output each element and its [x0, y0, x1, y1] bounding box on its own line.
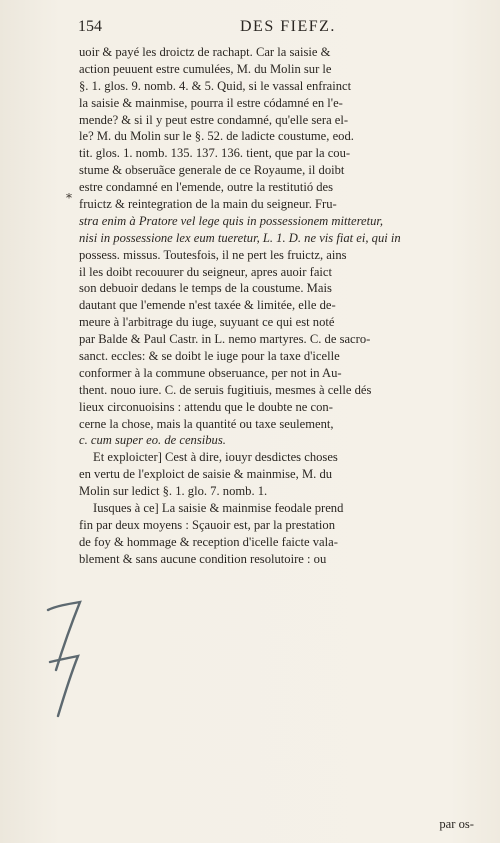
- text-line: conformer à la commune obseruance, per not in Au-: [79, 365, 342, 380]
- text-line: son debuoir dedans le temps de la coustume. Mais: [79, 281, 332, 296]
- text-line: blement & sans aucune condition resolutoire : ou: [79, 551, 327, 566]
- running-title: DES FIEFZ.: [240, 18, 336, 35]
- text-line: la saisie & mainmise, pourra il estre códamné en l'e-: [79, 95, 343, 110]
- text-line: meure à l'arbitrage du iuge, suyuant ce qui est noté: [79, 315, 335, 330]
- text-line: Iusques à ce] La saisie & mainmise feodale prend: [93, 501, 344, 516]
- text-line: §. 1. glos. 9. nomb. 4. & 5. Quid, si le vassal enfrainct: [79, 78, 352, 93]
- body-text: [79, 44, 486, 568]
- text-line: fruictz & reintegration de la main du seigneur. Fru-: [79, 197, 337, 212]
- text-line: possess. missus. Toutesfois, il ne pert les fruictz, ains: [79, 247, 347, 262]
- text-line: il les doibt recouurer du seigneur, apres auoir faict: [79, 264, 333, 279]
- page-header: [78, 18, 468, 40]
- text-line: stume & obseruãce generale de ce Royaume, il doibt: [79, 163, 345, 178]
- text-line: estre condamné en l'emende, outre la restitutió des: [79, 180, 334, 195]
- text-line: nisi in possessione lex eum tueretur, L. 1. D. ne vis fiat ei, qui in: [79, 230, 401, 245]
- text-line: uoir & payé les droictz de rachapt. Car la saisie &: [79, 45, 331, 59]
- margin-handwritten-mark: [42, 592, 88, 722]
- text-line: le? M. du Molin sur le §. 52. de ladicte coustume, eod.: [79, 129, 354, 144]
- text-line: Molin sur ledict §. 1. glo. 7. nomb. 1.: [79, 484, 268, 499]
- text-line: tit. glos. 1. nomb. 135. 137. 136. tient, que par la cou-: [79, 146, 351, 161]
- text-line: de foy & hommage & reception d'icelle faicte vala-: [79, 534, 338, 549]
- page-number: 154: [78, 18, 102, 35]
- catchword: par os-: [439, 817, 474, 831]
- text-line: en vertu de l'exploict de saisie & mainmise, M. du: [79, 467, 333, 482]
- text-line: dautant que l'emende n'est taxée & limitée, elle de-: [79, 298, 336, 313]
- text-line: action peuuent estre cumulées, M. du Molin sur le: [79, 61, 332, 76]
- text-line: thent. nouo iure. C. de seruis fugitiuis, mesmes à celle dés: [79, 382, 372, 397]
- text-line: mende? & si il y peut estre condamné, qu'elle sera el-: [79, 112, 349, 127]
- text-line: c. cum super eo. de censibus.: [79, 433, 226, 448]
- text-line: fin par deux moyens : Sçauoir est, par la prestation: [79, 517, 336, 532]
- text-line: Et exploicter] Cest à dire, iouyr desdictes choses: [93, 450, 338, 465]
- text-line: par Balde & Paul Castr. in L. nemo martyres. C. de sacro-: [79, 332, 371, 347]
- text-line: stra enim à Pratore vel lege quis in possessionem mitteretur,: [79, 213, 384, 228]
- margin-star-mark: *: [66, 191, 72, 205]
- text-line: lieux circonuoisins : attendu que le doubte ne con-: [79, 399, 333, 414]
- text-line: sanct. eccles: & se doibt le iuge pour la taxe d'icelle: [79, 349, 340, 364]
- text-line: cerne la chose, mais la quantité ou taxe seulement,: [79, 416, 334, 431]
